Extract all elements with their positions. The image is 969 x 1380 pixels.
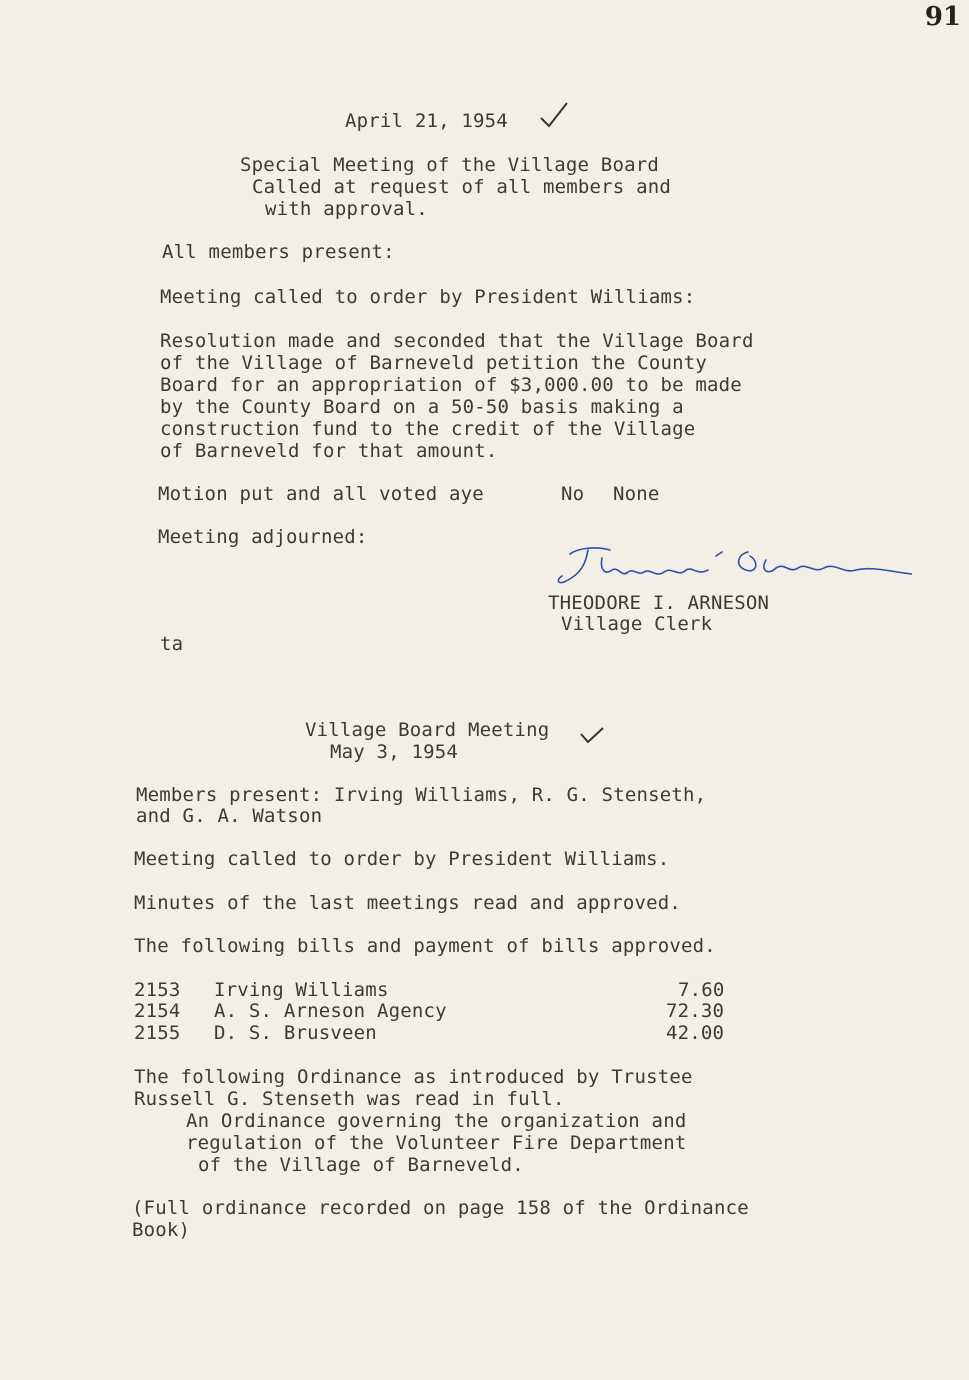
bill-number: 2154 <box>134 1000 181 1022</box>
entry2-called: Meeting called to order by President Williams. <box>134 848 670 870</box>
signatory-title: Village Clerk <box>561 613 713 635</box>
entry2-title: Village Board Meeting <box>305 719 550 741</box>
resolution-line: construction fund to the credit of the Village <box>160 418 696 440</box>
entry1-header-line: with approval. <box>265 198 428 220</box>
bill-amount: 72.30 <box>666 1000 725 1022</box>
signatory-name: THEODORE I. ARNESON <box>548 592 770 614</box>
bill-amount: 7.60 <box>678 979 725 1001</box>
checkmark-icon <box>578 724 606 746</box>
handwritten-signature <box>552 540 912 592</box>
bill-payee: A. S. Arneson Agency <box>214 1000 447 1022</box>
entry1-date: April 21, 1954 <box>345 110 508 132</box>
minutes-approved: Minutes of the last meetings read and approved. <box>134 892 682 914</box>
page-number: 91 <box>924 2 961 32</box>
typist-initials: ta <box>160 633 184 655</box>
bill-number: 2153 <box>134 979 181 1001</box>
ordinance-line: The following Ordinance as introduced by Trustee <box>134 1066 693 1088</box>
ordinance-line: Russell G. Stenseth was read in full. <box>134 1088 565 1110</box>
entry1-present: All members present: <box>162 241 395 263</box>
entry2-date: May 3, 1954 <box>330 741 459 763</box>
meeting-adjourned: Meeting adjourned: <box>158 526 368 548</box>
resolution-line: Board for an appropriation of $3,000.00 to be made <box>160 374 742 396</box>
bill-payee: D. S. Brusveen <box>214 1022 377 1044</box>
motion-no-value: None <box>613 483 660 505</box>
resolution-line: of the Village of Barneveld petition the County <box>160 352 708 374</box>
bill-payee: Irving Williams <box>214 979 389 1001</box>
entry1-header-line: Special Meeting of the Village Board <box>240 154 660 176</box>
bill-amount: 42.00 <box>666 1022 725 1044</box>
bills-intro: The following bills and payment of bills approved. <box>134 935 716 957</box>
checkmark-icon <box>538 100 570 130</box>
members-present-line: and G. A. Watson <box>136 805 323 827</box>
members-present-line: Members present: Irving Williams, R. G. Stenseth, <box>136 784 707 806</box>
entry1-called: Meeting called to order by President Williams: <box>160 286 696 308</box>
motion-text: Motion put and all voted aye <box>158 483 484 505</box>
ordinance-title-line: An Ordinance governing the organization and <box>186 1110 687 1132</box>
resolution-line: Resolution made and seconded that the Village Board <box>160 330 754 352</box>
entry1-header-line: Called at request of all members and <box>252 176 672 198</box>
full-ordinance-note: Book) <box>132 1219 191 1241</box>
full-ordinance-note: (Full ordinance recorded on page 158 of the Ordinance <box>132 1197 749 1219</box>
ordinance-title-line: of the Village of Barneveld. <box>198 1154 524 1176</box>
bill-number: 2155 <box>134 1022 181 1044</box>
resolution-line: by the County Board on a 50-50 basis making a <box>160 396 684 418</box>
motion-no-label: No <box>561 483 585 505</box>
resolution-line: of Barneveld for that amount. <box>160 440 498 462</box>
ordinance-title-line: regulation of the Volunteer Fire Department <box>186 1132 687 1154</box>
